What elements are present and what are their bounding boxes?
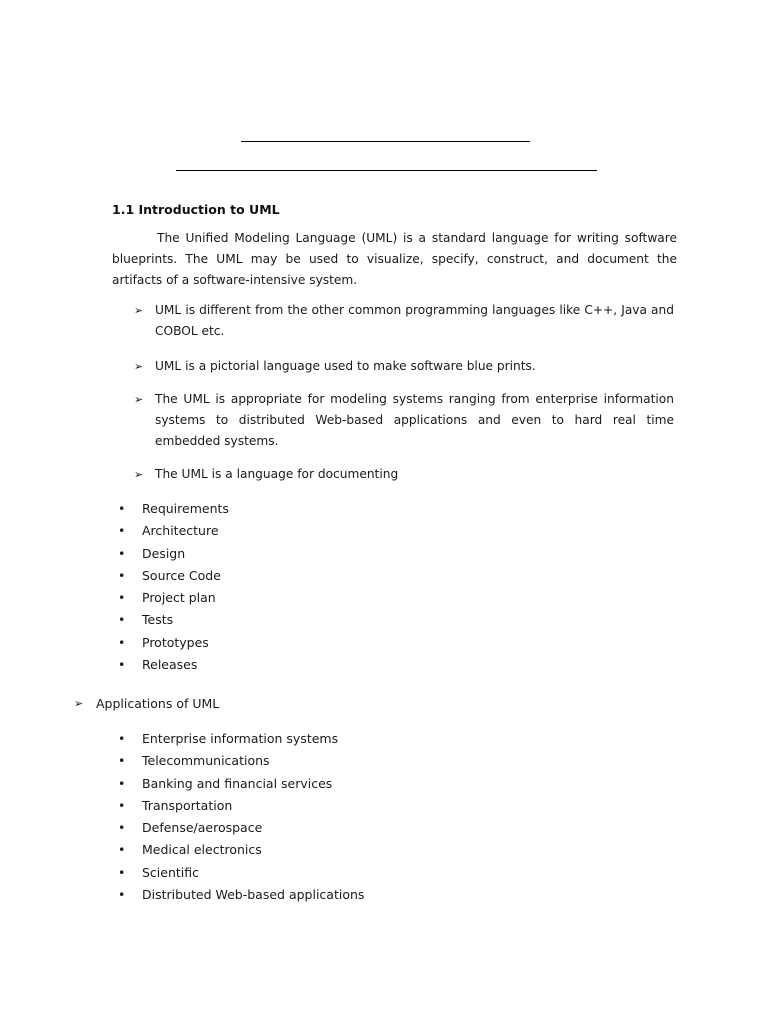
list-item bbox=[118, 795, 364, 817]
list-item bbox=[118, 632, 229, 654]
list-item-text: Transportation bbox=[142, 797, 233, 813]
list-item-text: Prototypes bbox=[142, 634, 209, 650]
list-item bbox=[118, 884, 364, 906]
list-item-text: Architecture bbox=[142, 523, 219, 539]
list-item bbox=[118, 817, 364, 839]
list-item bbox=[118, 587, 229, 609]
bullet-icon: • bbox=[118, 887, 126, 903]
arrow-point-text: The UML is appropriate for modeling systems ranging from enterprise information systems to distributed Web-based applications and even to hard real time embedded systems. bbox=[155, 392, 674, 448]
arrow-point-list bbox=[134, 300, 674, 485]
list-item-text: Releases bbox=[142, 657, 198, 673]
list-item-text: Project plan bbox=[142, 590, 216, 606]
arrow-bullet-icon: ➢ bbox=[134, 304, 144, 317]
list-item-text: Enterprise information systems bbox=[142, 731, 339, 746]
section-heading: 1.1 Introduction to UML bbox=[112, 202, 280, 217]
applications-heading bbox=[74, 693, 219, 715]
list-item bbox=[118, 773, 364, 795]
bullet-icon: • bbox=[118, 797, 126, 813]
list-item-text: Design bbox=[142, 545, 186, 561]
arrow-point bbox=[134, 389, 674, 452]
intro-text: The Unified Modeling Language (UML) is a standard language for writing software blueprints. The UML may be used to visualize, specify, construct, and document the artifacts of a software-intensive system. bbox=[112, 231, 677, 287]
arrow-bullet-icon: ➢ bbox=[74, 697, 84, 710]
list-item bbox=[118, 609, 229, 631]
arrow-bullet-icon: ➢ bbox=[134, 393, 144, 406]
arrow-point-text: UML is different from the other common programming languages like C++, Java and COBOL etc. bbox=[155, 303, 674, 338]
list-item-text: Banking and financial services bbox=[142, 775, 333, 791]
arrow-point bbox=[134, 300, 674, 342]
list-item bbox=[118, 728, 364, 750]
list-item-text: Telecommunications bbox=[142, 753, 270, 769]
bullet-icon: • bbox=[118, 775, 126, 791]
arrow-point-text: UML is a pictorial language used to make software blue prints. bbox=[155, 359, 536, 373]
bullet-icon: • bbox=[118, 634, 126, 650]
applications-list bbox=[118, 728, 364, 906]
list-item-text: Scientific bbox=[142, 864, 200, 880]
list-item-text: Tests bbox=[142, 612, 174, 628]
documenting-list bbox=[118, 498, 229, 676]
list-item-text: Defense/aerospace bbox=[142, 820, 263, 836]
list-item bbox=[118, 498, 229, 520]
bullet-icon: • bbox=[118, 753, 126, 769]
list-item bbox=[118, 862, 364, 884]
bullet-icon: • bbox=[118, 523, 126, 539]
bullet-icon: • bbox=[118, 842, 126, 858]
list-item-text: Medical electronics bbox=[142, 842, 262, 858]
bullet-icon: • bbox=[118, 657, 126, 673]
list-item-text: Requirements bbox=[142, 501, 229, 516]
bullet-icon: • bbox=[118, 590, 126, 606]
list-item bbox=[118, 543, 229, 565]
bullet-icon: • bbox=[118, 820, 126, 836]
bullet-icon: • bbox=[118, 612, 126, 628]
list-item-text: Distributed Web-based applications bbox=[142, 887, 365, 903]
arrow-point bbox=[134, 464, 674, 485]
bullet-icon: • bbox=[118, 864, 126, 880]
title-underline-long bbox=[176, 170, 597, 171]
list-item bbox=[118, 654, 229, 676]
intro-paragraph bbox=[112, 228, 677, 291]
list-item-text: Source Code bbox=[142, 567, 221, 583]
bullet-icon: • bbox=[118, 567, 126, 583]
list-item bbox=[118, 565, 229, 587]
list-item bbox=[118, 750, 364, 772]
arrow-point bbox=[134, 356, 674, 377]
bullet-icon: • bbox=[118, 501, 126, 516]
list-item bbox=[118, 520, 229, 542]
bullet-icon: • bbox=[118, 545, 126, 561]
bullet-icon: • bbox=[118, 731, 126, 746]
arrow-point-text: The UML is a language for documenting bbox=[155, 467, 399, 481]
title-underline-short bbox=[241, 141, 530, 142]
arrow-bullet-icon: ➢ bbox=[134, 360, 144, 373]
applications-heading-text: Applications of UML bbox=[96, 696, 220, 711]
list-item bbox=[118, 839, 364, 861]
arrow-bullet-icon: ➢ bbox=[134, 468, 144, 481]
